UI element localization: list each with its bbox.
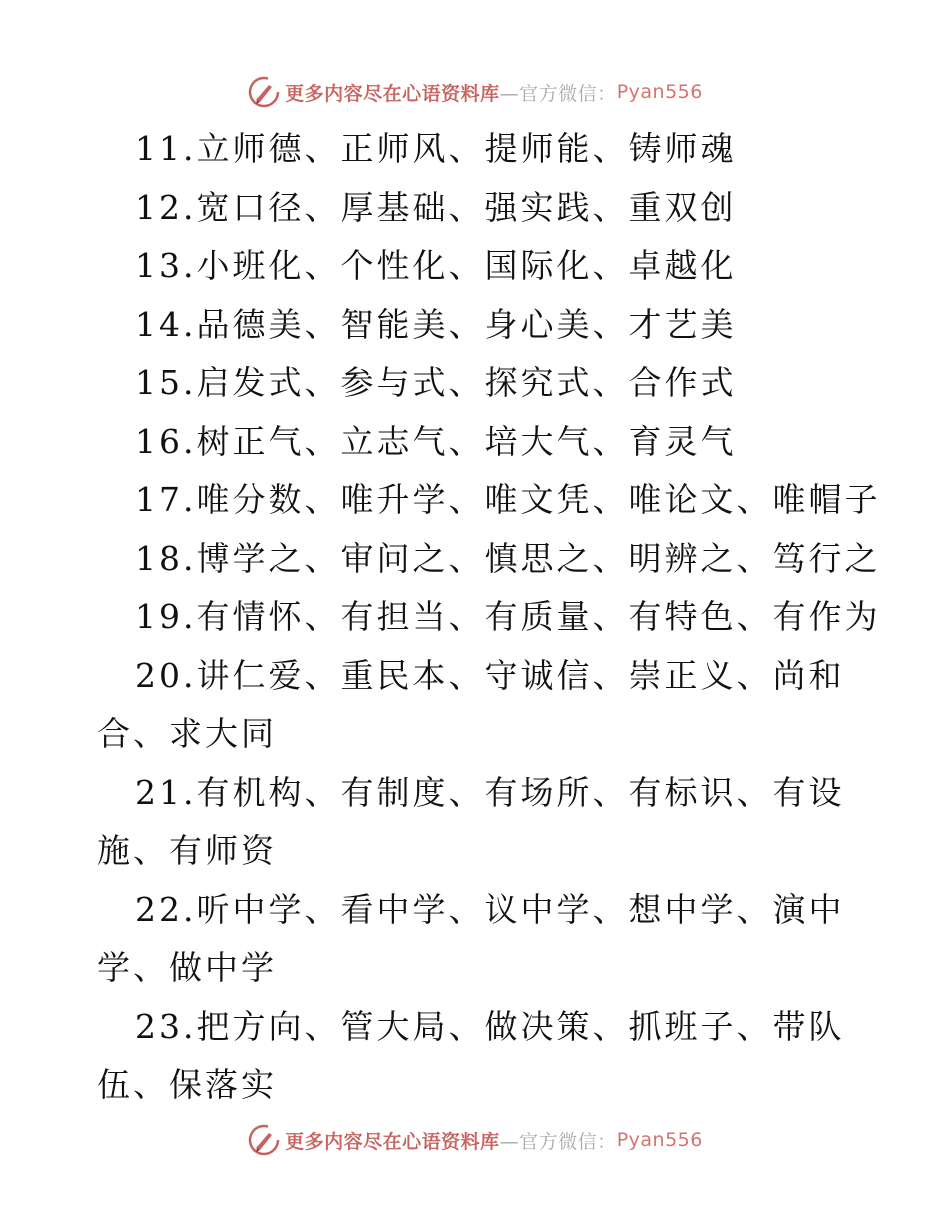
text-line: 合、求大同 <box>97 714 277 753</box>
banner-wechat-id: Pyan556 <box>616 1129 703 1151</box>
banner-site-text: 更多内容尽在心语资料库 <box>285 1130 500 1153</box>
quill-pen-logo-icon <box>247 1123 281 1157</box>
banner-site-text: 更多内容尽在心语资料库 <box>285 82 500 105</box>
text-line: 15.启发式、参与式、探究式、合作式 <box>135 363 737 402</box>
text-line: 18.博学之、审问之、慎思之、明辨之、笃行之 <box>135 538 881 578</box>
text-line: 13.小班化、个性化、国际化、卓越化 <box>135 246 737 285</box>
text-line: 14.品德美、智能美、身心美、才艺美 <box>135 304 737 344</box>
text-line: 学、做中学 <box>97 948 277 987</box>
text-line: 19.有情怀、有担当、有质量、有特色、有作为 <box>135 597 881 636</box>
quill-pen-logo-icon <box>247 75 281 109</box>
text-line: 17.唯分数、唯升学、唯文凭、唯论文、唯帽子 <box>135 480 881 519</box>
header-banner <box>0 72 950 112</box>
text-line: 21.有机构、有制度、有场所、有标识、有设 <box>135 772 845 812</box>
text-line: 12.宽口径、厚基础、强实践、重双创 <box>135 187 737 227</box>
document-body <box>97 120 881 1115</box>
footer-banner <box>0 1120 950 1160</box>
text-line: 伍、保落实 <box>97 1065 277 1104</box>
text-line: 施、有师资 <box>97 831 277 870</box>
text-line: 16.树正气、立志气、培大气、育灵气 <box>135 421 737 461</box>
text-line: 11.立师德、正师风、提师能、铸师魂 <box>135 129 737 168</box>
banner-wechat-id: Pyan556 <box>616 81 703 103</box>
text-line: 22.听中学、看中学、议中学、想中学、演中 <box>135 889 845 929</box>
banner-wechat-label: —官方微信： <box>499 82 617 105</box>
text-line: 20.讲仁爱、重民本、守诚信、崇正义、尚和 <box>135 655 845 695</box>
banner-wechat-label: —官方微信： <box>499 1130 617 1153</box>
text-line: 23.把方向、管大局、做决策、抓班子、带队 <box>135 1006 845 1046</box>
